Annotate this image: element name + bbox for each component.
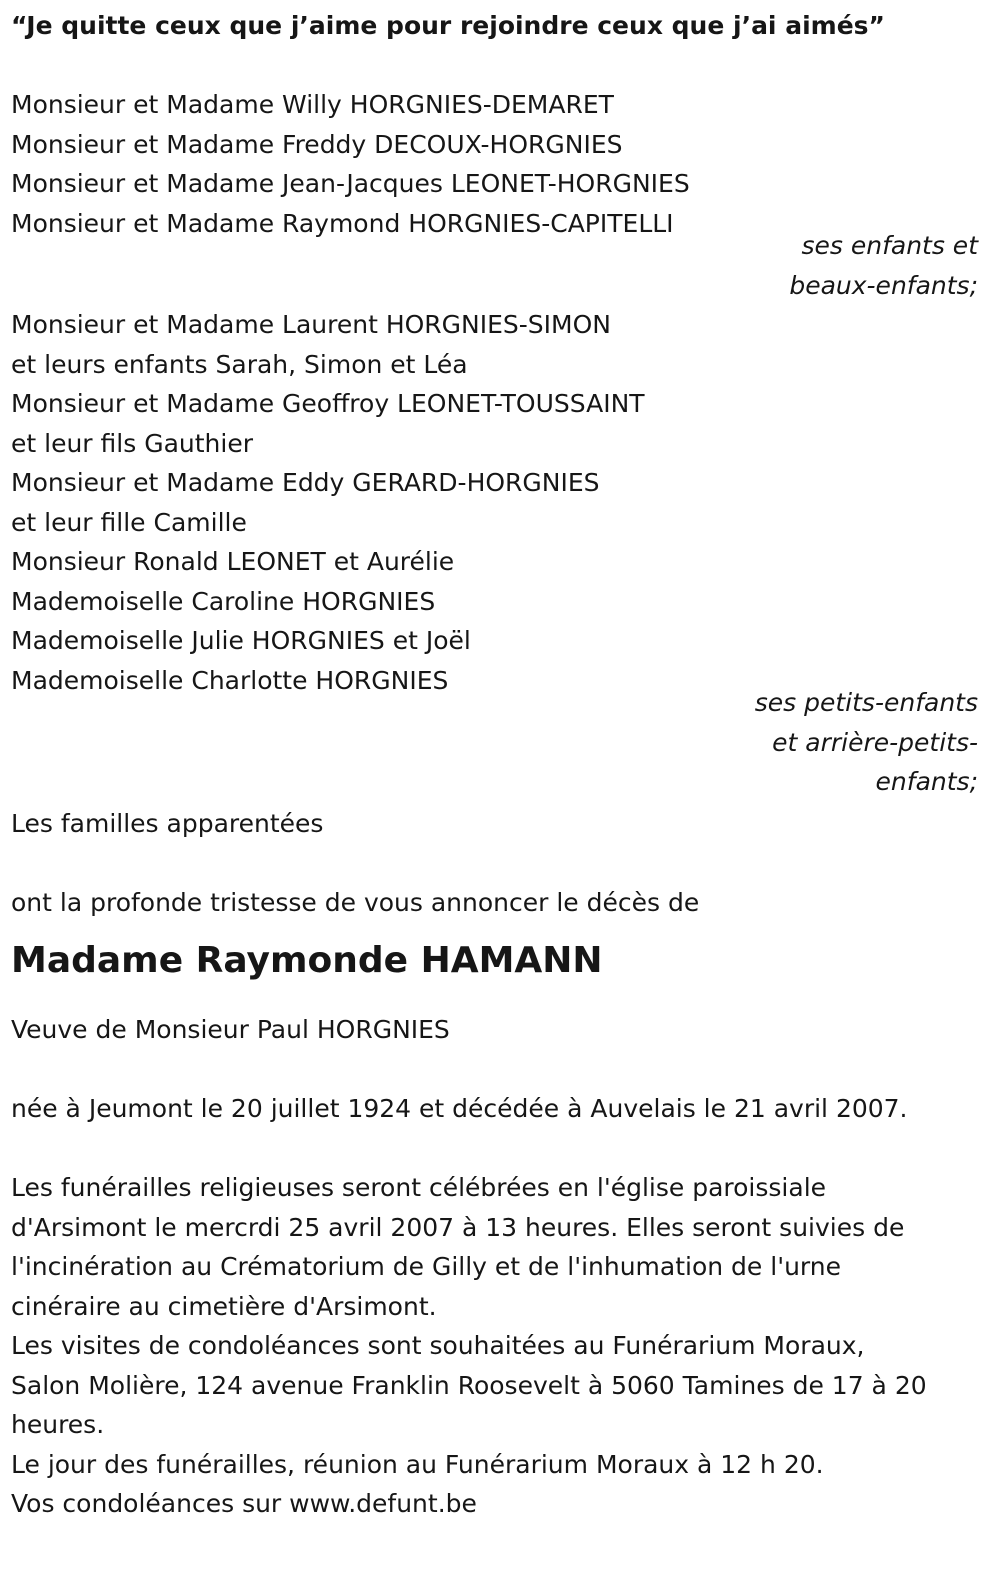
role-line: et arrière-petits- (772, 727, 978, 757)
grandchildren-line: Monsieur Ronald LEONET et Aurélie (11, 547, 455, 576)
funeral-line: cinéraire au cimetière d'Arsimont. (11, 1291, 437, 1321)
grandchildren-line: Monsieur et Madame Eddy GERARD-HORGNIES (11, 468, 600, 497)
role-line: enfants; (875, 767, 978, 796)
children-list (11, 85, 978, 243)
grandchildren-role-label (11, 683, 978, 802)
role-line: beaux-enfants; (789, 270, 978, 300)
funeral-line: heures. (11, 1410, 105, 1439)
funeral-line: Le jour des funérailles, réunion au Funérarium Moraux à 12 h 20. (11, 1449, 824, 1479)
grandchildren-line: Monsieur et Madame Geoffroy LEONET-TOUSSAINT (11, 389, 645, 418)
funeral-details (11, 1168, 978, 1524)
grandchildren-line: Mademoiselle Charlotte HORGNIES (11, 665, 449, 695)
spacer (11, 46, 978, 86)
children-line: Monsieur et Madame Jean-Jacques LEONET-HORGNIES (11, 169, 690, 198)
obituary-notice (11, 0, 978, 1524)
grandchildren-line: Mademoiselle Julie HORGNIES et Joël (11, 626, 471, 655)
children-line: Monsieur et Madame Freddy DECOUX-HORGNIES (11, 129, 623, 159)
children-line: Monsieur et Madame Raymond HORGNIES-CAPITELLI (11, 208, 674, 238)
role-line: ses petits-enfants (754, 688, 978, 717)
birth-death-info: née à Jeumont le 20 juillet 1924 et décédée à Auvelais le 21 avril 2007. (11, 1094, 908, 1123)
widow-of: Veuve de Monsieur Paul HORGNIES (11, 1015, 450, 1044)
condolences-link-line[interactable]: Vos condoléances sur www.defunt.be (11, 1489, 477, 1518)
grandchildren-line: et leur fille Camille (11, 507, 247, 537)
children-line: Monsieur et Madame Willy HORGNIES-DEMARET (11, 90, 614, 119)
grandchildren-line: Monsieur et Madame Laurent HORGNIES-SIMON (11, 310, 611, 339)
funeral-line: d'Arsimont le mercrdi 25 avril 2007 à 13 heures. Elles seront suivies de (11, 1212, 905, 1242)
funeral-line: Salon Molière, 124 avenue Franklin Roosevelt à 5060 Tamines de 17 à 20 (11, 1370, 927, 1400)
announcement-text: ont la profonde tristesse de vous annoncer le décès de (11, 887, 700, 917)
funeral-line: Les visites de condoléances sont souhaitées au Funérarium Moraux, (11, 1331, 865, 1360)
grandchildren-line: Mademoiselle Caroline HORGNIES (11, 586, 436, 616)
spacer (11, 1129, 978, 1169)
deceased-name: Madame Raymonde HAMANN (11, 940, 603, 981)
related-families: Les familles apparentées (11, 808, 324, 838)
grandchildren-list (11, 305, 978, 700)
grandchildren-line: et leur fils Gauthier (11, 428, 253, 458)
funeral-line: Les funérailles religieuses seront célébrées en l'église paroissiale (11, 1173, 827, 1202)
role-line: ses enfants et (801, 231, 978, 260)
epigraph-quote: “Je quitte ceux que j’aime pour rejoindre ceux que j’ai aimés” (11, 11, 885, 40)
funeral-line: l'incinération au Crématorium de Gilly et de l'inhumation de l'urne (11, 1252, 841, 1281)
spacer (11, 1050, 978, 1090)
spacer (11, 843, 978, 883)
grandchildren-line: et leurs enfants Sarah, Simon et Léa (11, 349, 468, 379)
